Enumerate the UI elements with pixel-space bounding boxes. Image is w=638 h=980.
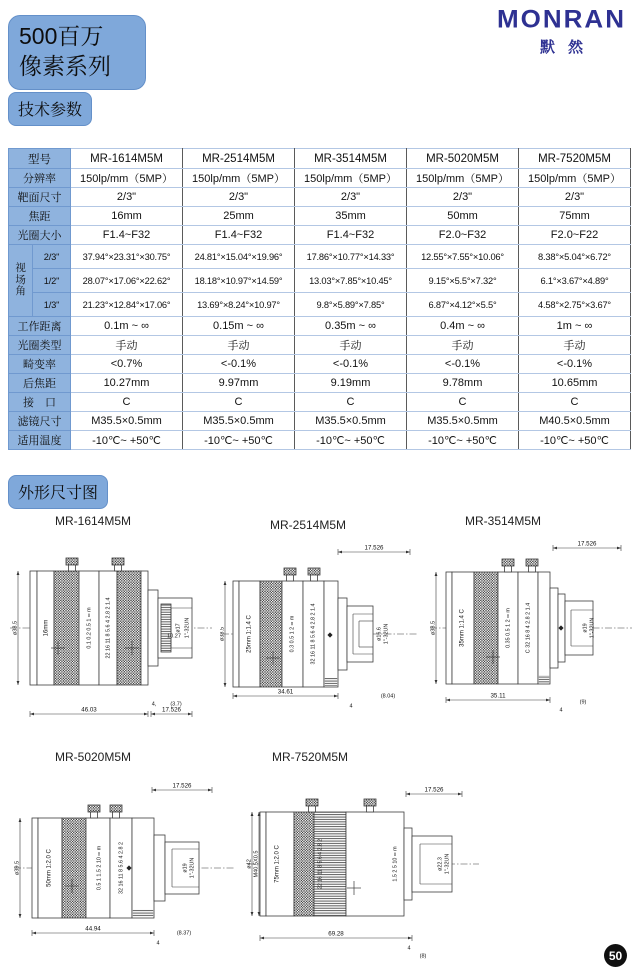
- spec-cell: 9.19mm: [295, 374, 407, 393]
- bore-label: ø19: [182, 863, 189, 873]
- spec-cell: -10℃~ +50℃: [183, 431, 295, 450]
- lens-drawing-block: [428, 514, 635, 742]
- thread-label: 1"-32UN: [189, 857, 196, 879]
- spec-cell: M35.5×0.5mm: [71, 412, 183, 431]
- spec-cell: -10℃~ +50℃: [519, 431, 631, 450]
- table-row: [9, 188, 631, 207]
- flange-dim: 4,: [151, 701, 157, 708]
- table-row: [9, 374, 631, 393]
- spec-cell: 25mm: [183, 207, 295, 226]
- row-label: 接 口: [9, 393, 71, 412]
- paren-dim: (3.7): [170, 701, 182, 708]
- front-label-label: 35mm 1:1.4 C: [459, 609, 466, 647]
- spec-cell: F1.4~F32: [295, 226, 407, 245]
- fov-sub-label: 1/2": [33, 269, 71, 293]
- spec-cell: 75mm: [519, 207, 631, 226]
- paren-dim: (8): [419, 953, 427, 960]
- spec-cell: M40.5×0.5mm: [519, 412, 631, 431]
- aperture-scale-label: 32 16 11 8 5.6 4 2.8 2 1.4: [310, 603, 317, 665]
- spec-cell: 37.94°×23.31°×30.75°: [71, 245, 183, 269]
- bore-label: ø22.3: [437, 857, 444, 871]
- spec-cell: <0.7%: [71, 355, 183, 374]
- lens-drawing-block: [246, 750, 482, 978]
- diameter-dim: M40.5X0.5: [253, 850, 260, 878]
- spec-cell: 8.38°×5.04°×6.72°: [519, 245, 631, 269]
- table-row: [9, 207, 631, 226]
- front-label-label: 25mm 1:1.4 C: [246, 615, 253, 653]
- flange-dim: 4: [559, 707, 563, 714]
- spec-cell: 2/3": [407, 188, 519, 207]
- spec-cell: C: [183, 393, 295, 412]
- spec-cell: C: [71, 393, 183, 412]
- lens-outline-drawing: [8, 532, 215, 744]
- spec-cell: 50mm: [407, 207, 519, 226]
- focus-scale-label: 0.1 0.2 0.5 1 ∞ m: [86, 607, 93, 649]
- aperture-scale-label: 22 16 11 8 5.6 4 2.8 2 1.4: [105, 597, 112, 659]
- flange-dim: 4: [349, 703, 353, 710]
- spec-cell: 150lp/mm（5MP）: [71, 169, 183, 188]
- spec-cell: 6.1°×3.67°×4.89°: [519, 269, 631, 293]
- spec-cell: -10℃~ +50℃: [407, 431, 519, 450]
- row-label: 滤镜尺寸: [9, 412, 71, 431]
- spec-cell: 2/3": [519, 188, 631, 207]
- spec-cell: 手动: [295, 336, 407, 355]
- lens-outline-drawing: [246, 768, 482, 978]
- model-cell: MR-7520M5M: [519, 149, 631, 169]
- spec-cell: <-0.1%: [295, 355, 407, 374]
- spec-cell: 9.15°×5.5°×7.32°: [407, 269, 519, 293]
- spec-cell: 2/3": [183, 188, 295, 207]
- spec-cell: 28.07°×17.06°×22.62°: [71, 269, 183, 293]
- thread-label: 1"-32UN: [383, 623, 390, 645]
- lens-drawing-block: [12, 750, 238, 978]
- spec-cell: 10.65mm: [519, 374, 631, 393]
- series-title-badge: [8, 15, 146, 90]
- spec-table: [8, 148, 631, 450]
- focus-scale-label: 1.5 2 5 10 ∞ m: [392, 846, 399, 882]
- drawing-model-label: MR-1614M5M: [55, 514, 132, 528]
- lens-outline-drawing: [428, 532, 635, 742]
- spec-cell: <-0.1%: [183, 355, 295, 374]
- row-label: 后焦距: [9, 374, 71, 393]
- diameter-dim: ø42: [246, 859, 253, 869]
- spec-cell: F1.4~F32: [71, 226, 183, 245]
- spec-cell: M35.5×0.5mm: [295, 412, 407, 431]
- spec-cell: 150lp/mm（5MP）: [407, 169, 519, 188]
- table-row: [9, 393, 631, 412]
- bore-label: ø16.6: [376, 627, 383, 641]
- aperture-scale-label: 32 16 11 8 5.6 4 2.8 2: [118, 841, 125, 895]
- aperture-scale-label: 22 16 11 8 5.6 4 2.8 2: [317, 838, 324, 890]
- table-row: [9, 245, 631, 269]
- length-dim: 17.526: [364, 544, 384, 552]
- spec-cell: 1m ~ ∞: [519, 317, 631, 336]
- paren-dim: (9): [579, 699, 587, 706]
- lens-drawing-block: [220, 518, 420, 744]
- series-title-line1: 500百万: [19, 23, 104, 49]
- focus-scale-label: 0.5 1 1.5 2 10 ∞ m: [96, 845, 103, 891]
- spec-cell: <-0.1%: [519, 355, 631, 374]
- drawing-model-label: MR-2514M5M: [270, 518, 347, 532]
- spec-cell: 9.78mm: [407, 374, 519, 393]
- diameter-dim: ø38.5: [220, 626, 226, 642]
- spec-cell: 10.27mm: [71, 374, 183, 393]
- front-label-label: 75mm 1:2.0 C: [274, 845, 281, 883]
- row-label: 畸变率: [9, 355, 71, 374]
- row-label: 焦距: [9, 207, 71, 226]
- spec-cell: C: [519, 393, 631, 412]
- spec-cell: 0.15m ~ ∞: [183, 317, 295, 336]
- thread-label: 1"-32UN: [444, 853, 451, 875]
- spec-cell: 150lp/mm（5MP）: [295, 169, 407, 188]
- spec-cell: 手动: [183, 336, 295, 355]
- model-cell: MR-5020M5M: [407, 149, 519, 169]
- spec-cell: 2/3": [71, 188, 183, 207]
- table-row: [9, 355, 631, 374]
- extra-dim: 10.27: [167, 633, 181, 640]
- brand-logo-text: MONRAN: [497, 4, 626, 34]
- thread-label: 1"-32UN: [184, 617, 191, 639]
- spec-cell: M35.5×0.5mm: [407, 412, 519, 431]
- length-dim: 17.526: [172, 782, 192, 790]
- front-label-label: 16mm: [43, 619, 50, 637]
- spec-cell: 手动: [71, 336, 183, 355]
- paren-dim: (8.37): [176, 930, 192, 937]
- aperture-scale-label: C 32 16 8 4 2.8 2 1.4: [525, 602, 532, 654]
- length-dim: 46.03: [81, 706, 97, 714]
- diameter-dim: ø39.5: [14, 860, 21, 876]
- length-dim: 35.11: [490, 692, 506, 700]
- spec-cell: F1.4~F32: [183, 226, 295, 245]
- table-row: [9, 412, 631, 431]
- diameter-dim: ø38.5: [430, 620, 437, 636]
- table-row: [9, 317, 631, 336]
- spec-cell: 4.58°×2.75°×3.67°: [519, 293, 631, 317]
- table-row: [9, 149, 631, 169]
- spec-cell: 12.55°×7.55°×10.06°: [407, 245, 519, 269]
- brand-logo-chinese: 默然: [539, 39, 596, 56]
- spec-cell: 手动: [519, 336, 631, 355]
- length-dim: 17.526: [424, 786, 444, 794]
- spec-cell: 13.03°×7.85°×10.45°: [295, 269, 407, 293]
- row-label: 型号: [9, 149, 71, 169]
- drawing-model-label: MR-3514M5M: [465, 514, 542, 528]
- row-label: 光圈大小: [9, 226, 71, 245]
- page-number-badge: 50: [604, 944, 627, 967]
- section-title-tech-params: 技术参数: [8, 92, 92, 126]
- model-cell: MR-2514M5M: [183, 149, 295, 169]
- spec-cell: F2.0~F22: [519, 226, 631, 245]
- length-dim: 69.28: [328, 930, 344, 938]
- row-label: 工作距离: [9, 317, 71, 336]
- row-label: 分辨率: [9, 169, 71, 188]
- lens-outline-drawing: [220, 536, 420, 744]
- spec-cell: 0.35m ~ ∞: [295, 317, 407, 336]
- thread-label: 1"-32UN: [589, 617, 596, 639]
- diameter-dim: ø38.5: [12, 620, 19, 636]
- spec-cell: 16mm: [71, 207, 183, 226]
- table-row: [9, 226, 631, 245]
- spec-cell: 18.18°×10.97°×14.59°: [183, 269, 295, 293]
- flange-dim: 4: [407, 945, 411, 952]
- lens-outline-drawing: [12, 768, 238, 978]
- table-row: [9, 169, 631, 188]
- front-label-label: 50mm 1:2.0 C: [46, 849, 53, 887]
- fov-sub-label: 2/3": [33, 245, 71, 269]
- bore-label: ø17: [175, 623, 182, 633]
- row-label: 靶面尺寸: [9, 188, 71, 207]
- spec-cell: 0.1m ~ ∞: [71, 317, 183, 336]
- series-title-line2: 像素系列: [19, 53, 111, 80]
- spec-cell: 35mm: [295, 207, 407, 226]
- length-dim: 17.526: [577, 540, 597, 548]
- bore-label: ø19: [582, 623, 589, 633]
- spec-cell: F2.0~F32: [407, 226, 519, 245]
- spec-cell: M35.5×0.5mm: [183, 412, 295, 431]
- spec-cell: 2/3": [295, 188, 407, 207]
- model-cell: MR-1614M5M: [71, 149, 183, 169]
- drawing-model-label: MR-5020M5M: [55, 750, 132, 764]
- spec-cell: -10℃~ +50℃: [295, 431, 407, 450]
- focus-scale-label: 0.3 0.5 1 2 ∞ m: [289, 615, 296, 653]
- fov-sub-label: 1/3": [33, 293, 71, 317]
- length-dim: 34.61: [277, 688, 294, 696]
- spec-cell: 9.97mm: [183, 374, 295, 393]
- table-row: [9, 293, 631, 317]
- spec-cell: 13.69°×8.24°×10.97°: [183, 293, 295, 317]
- spec-cell: C: [295, 393, 407, 412]
- table-row: [9, 431, 631, 450]
- spec-cell: 17.86°×10.77°×14.33°: [295, 245, 407, 269]
- row-label: 视场角: [9, 245, 33, 317]
- table-row: [9, 269, 631, 293]
- spec-cell: 6.87°×4.12°×5.5°: [407, 293, 519, 317]
- spec-cell: 24.81°×15.04°×19.96°: [183, 245, 295, 269]
- spec-cell: -10℃~ +50℃: [71, 431, 183, 450]
- model-cell: MR-3514M5M: [295, 149, 407, 169]
- spec-cell: 0.4m ~ ∞: [407, 317, 519, 336]
- spec-cell: 150lp/mm（5MP）: [519, 169, 631, 188]
- spec-cell: 150lp/mm（5MP）: [183, 169, 295, 188]
- flange-dim: 4: [156, 940, 160, 947]
- table-row: [9, 336, 631, 355]
- drawing-model-label: MR-7520M5M: [272, 750, 349, 764]
- focus-scale-label: 0.35 0.5 1 2 ∞ m: [505, 608, 512, 648]
- length-dim: 44.94: [85, 925, 101, 933]
- spec-cell: <-0.1%: [407, 355, 519, 374]
- paren-dim: (8.04): [380, 693, 396, 700]
- brand-logo: [497, 4, 626, 57]
- length-dim: 17.526: [162, 706, 181, 714]
- spec-cell: 9.8°×5.89°×7.85°: [295, 293, 407, 317]
- spec-cell: C: [407, 393, 519, 412]
- spec-cell: 手动: [407, 336, 519, 355]
- row-label: 光圈类型: [9, 336, 71, 355]
- section-title-outline-dims: 外形尺寸图: [8, 475, 108, 509]
- row-label: 适用温度: [9, 431, 71, 450]
- spec-cell: 21.23°×12.84°×17.06°: [71, 293, 183, 317]
- lens-drawing-block: [8, 514, 215, 744]
